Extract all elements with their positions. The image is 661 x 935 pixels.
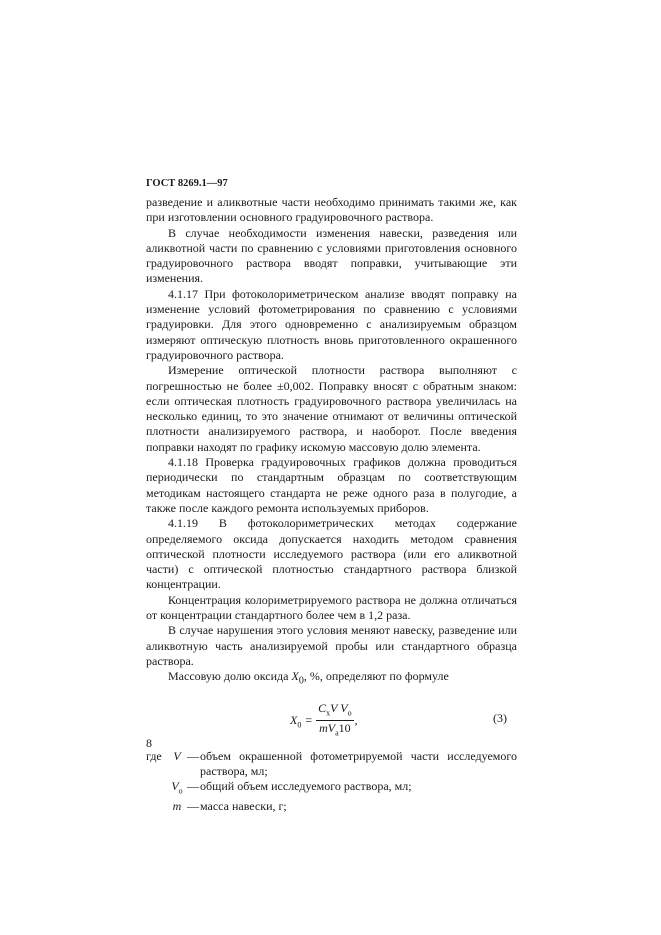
page-number: 8 <box>146 736 152 750</box>
formula-intro-symbol: X <box>291 669 299 684</box>
body-text <box>146 195 517 689</box>
numerator-subscript-x: x <box>326 708 331 718</box>
where-item <box>146 779 517 799</box>
document-code: ГОСТ 8269.1—97 <box>146 178 228 189</box>
where-symbol-text: V <box>171 779 179 794</box>
where-description: масса навески, г; <box>200 799 287 814</box>
paragraph: 4.1.19 В фотоколориметрических методах содержание определяемого оксида допускается находить методом сравнения оптической плотности исследуемого раствора (или его аликвотной части) с оптической плотностью стандартного раствора близкой концентрации. <box>146 516 517 592</box>
numerator-symbol-c: C <box>318 700 327 715</box>
formula-denominator <box>317 721 353 740</box>
formula-numerator <box>316 701 353 721</box>
where-symbol <box>168 799 186 819</box>
formula-intro-subscript: 0 <box>298 675 304 687</box>
where-symbol-subscript: o <box>178 786 183 796</box>
paragraph: Измерение оптической плотности раствора выполняют с погрешностью не более ±0,002. Поправку вносят с обратным знаком: если оптическая плотность градуировочного раствора увеличилась на несколько единиц, то это значение отнимают от величины оптической плотности анализируемого раствора, и наоборот. После введения поправки находят по графику искомую массовую долю элемента. <box>146 363 517 454</box>
formula-intro-text: Массовую долю оксида <box>168 669 292 684</box>
where-item <box>146 749 517 780</box>
paragraph: В случае нарушения этого условия меняют навеску, разведение или аликвотную часть анализируемой пробы или стандартного образца раствора. <box>146 623 517 668</box>
paragraph: В случае необходимости изменения навески, разведения или аликвотной части по сравнению с условиями приготовления основного градуировочного раствора вводят поправки, учитывающие эти изменения. <box>146 225 517 286</box>
formula-fraction <box>316 701 353 741</box>
where-description: объем окрашенной фотометрируемой части исследуемого раствора, мл; <box>200 748 517 779</box>
where-symbol-text: V <box>173 748 181 763</box>
formula-lhs-subscript: 0 <box>297 719 302 729</box>
formula-block <box>146 699 517 743</box>
formula-lhs-symbol: X <box>290 712 298 727</box>
where-item <box>146 799 517 819</box>
page-content <box>146 178 517 819</box>
formula-intro-text-end: , %, определяют по формуле <box>303 669 449 684</box>
numerator-symbol-v: V V <box>330 700 348 715</box>
denominator-symbol-mv: mV <box>319 721 336 736</box>
where-dash: — <box>187 779 199 794</box>
where-symbol <box>168 779 186 799</box>
paragraph: 4.1.18 Проверка градуировочных графиков должна проводиться периодически по стандартным образцам по соответствующим методикам настоящего стандарта не реже одного раза в полугодие, а также после каждого ремонта используемых приборов. <box>146 455 517 515</box>
formula-lhs <box>290 713 301 729</box>
formula-number: (3) <box>493 710 507 725</box>
where-list <box>146 749 517 819</box>
paragraph: разведение и аликвотные части необходимо принимать такими же, как при изготовлении основного градуировочного раствора. <box>146 195 517 225</box>
formula-intro <box>146 669 517 689</box>
where-dash: — <box>187 748 199 763</box>
paragraph: 4.1.17 При фотоколориметрическом анализе вводят поправку на изменение условий фотометрирования по сравнению с условиями градуировки. Для этого одновременно с анализируемым образцом измеряют оптическую плотность вновь приготовленного окрашенного градуировочного раствора. <box>146 286 517 362</box>
formula-equals: = <box>305 713 313 728</box>
formula-comma: , <box>354 713 358 728</box>
denominator-number: 10 <box>338 721 351 736</box>
where-symbol-text: m <box>172 799 182 814</box>
where-symbol <box>168 749 186 780</box>
where-lead: где <box>146 748 162 763</box>
where-dash: — <box>187 799 199 814</box>
where-description: общий объем исследуемого раствора, мл; <box>200 779 412 794</box>
numerator-subscript-o: o <box>347 708 352 718</box>
paragraph: Концентрация колориметрируемого раствора не должна отличаться от концентрации стандартного более чем в 1,2 раза. <box>146 592 517 623</box>
denominator-subscript-a: a <box>335 728 339 738</box>
formula <box>290 701 358 741</box>
